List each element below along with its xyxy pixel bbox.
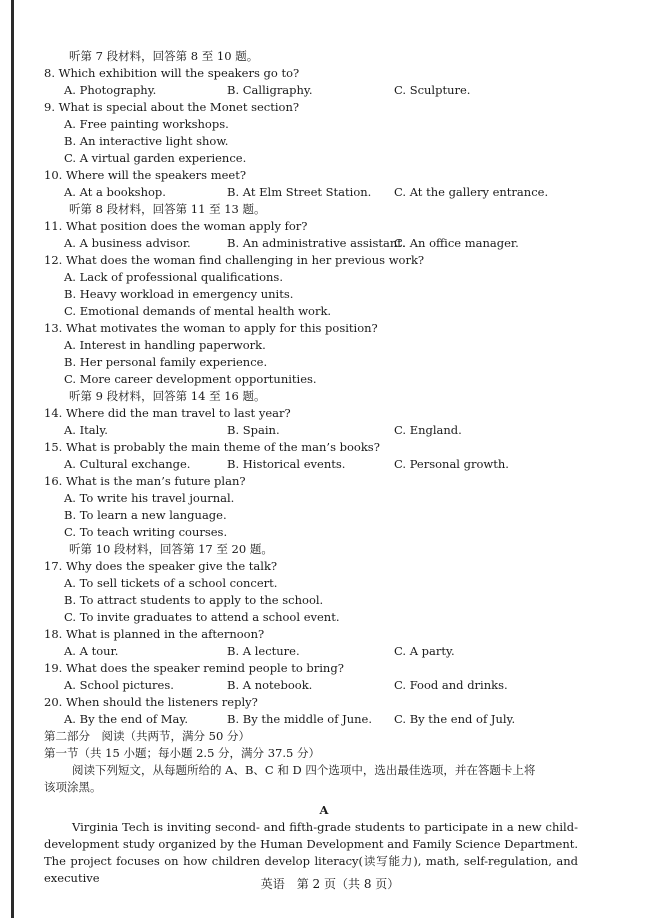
page-binding-edge <box>11 0 14 918</box>
question-text: 8. Which exhibition will the speakers go to? <box>44 66 300 80</box>
question-list <box>44 48 604 796</box>
section-instruction: 听第 7 段材料，回答第 8 至 10 题。 <box>69 49 259 63</box>
option-text: A. To write his travel journal. <box>64 491 235 505</box>
option-text: B. To learn a new language. <box>64 508 227 522</box>
question-text: 14. Where did the man travel to last year? <box>44 406 291 420</box>
option-a: A. A tour. <box>64 644 119 658</box>
option-c: C. An office manager. <box>394 236 519 250</box>
option-a: A. School pictures. <box>64 678 174 692</box>
option-b: B. By the middle of June. <box>227 712 373 726</box>
option-text: A. Interest in handling paperwork. <box>64 338 266 352</box>
option-text: A. Free painting workshops. <box>64 117 229 131</box>
question-text: 18. What is planned in the afternoon? <box>44 627 265 641</box>
exam-page <box>44 48 604 887</box>
option-text: A. Lack of professional qualifications. <box>64 270 283 284</box>
option-b: B. A notebook. <box>227 678 313 692</box>
question-text: 15. What is probably the main theme of the man’s books? <box>44 440 380 454</box>
question-text: 16. What is the man’s future plan? <box>44 474 246 488</box>
question-text: 17. Why does the speaker give the talk? <box>44 559 278 573</box>
section-instruction: 听第 10 段材料，回答第 17 至 20 题。 <box>69 542 273 556</box>
option-b: B. Historical events. <box>227 457 346 471</box>
option-a: A. Cultural exchange. <box>64 457 191 471</box>
option-c: C. At the gallery entrance. <box>394 185 549 199</box>
question-text: 10. Where will the speakers meet? <box>44 168 247 182</box>
question-text: 11. What position does the woman apply for? <box>44 219 308 233</box>
options-row <box>44 643 604 660</box>
part-heading: 第一节（共 15 小题；每小题 2.5 分，满分 37.5 分） <box>44 746 320 760</box>
section-instruction: 听第 9 段材料，回答第 14 至 16 题。 <box>69 389 266 403</box>
option-b: B. Spain. <box>227 423 280 437</box>
option-c: C. By the end of July. <box>394 712 516 726</box>
options-row <box>44 422 604 439</box>
options-row <box>44 711 604 728</box>
passage-title: A <box>319 803 329 817</box>
option-c: C. England. <box>394 423 462 437</box>
question-text: 20. When should the listeners reply? <box>44 695 258 709</box>
reading-instruction: 阅读下列短文，从每题所给的 A、B、C 和 D 四个选项中，选出最佳选项，并在答题卡上将 <box>72 763 536 777</box>
option-a: A. By the end of May. <box>64 712 189 726</box>
part-heading: 该项涂黑。 <box>44 780 102 794</box>
option-text: B. Her personal family experience. <box>64 355 268 369</box>
option-text: C. Emotional demands of mental health work. <box>64 304 332 318</box>
option-b: B. A lecture. <box>227 644 300 658</box>
option-b: B. Calligraphy. <box>227 83 313 97</box>
option-a: A. Italy. <box>64 423 108 437</box>
section-instruction: 听第 8 段材料，回答第 11 至 13 题。 <box>69 202 266 216</box>
option-text: C. A virtual garden experience. <box>64 151 247 165</box>
option-a: A. At a bookshop. <box>64 185 166 199</box>
passage-text: Virginia Tech is inviting second- and fifth-grade students to participate in a new child-development study organized by the Human Development and Family Science Department. The project focuses on how children develop literacy(读写能力), math, self-regulation, and executive <box>44 820 578 885</box>
options-row <box>44 677 604 694</box>
option-c: C. Sculpture. <box>394 83 471 97</box>
question-text: 19. What does the speaker remind people to bring? <box>44 661 344 675</box>
options-row <box>44 184 604 201</box>
option-text: C. More career development opportunities. <box>64 372 317 386</box>
page-footer: 英语 第 2 页（共 8 页） <box>260 877 400 891</box>
option-c: C. A party. <box>394 644 455 658</box>
option-text: B. To attract students to apply to the school. <box>64 593 324 607</box>
option-b: B. At Elm Street Station. <box>227 185 372 199</box>
option-b: B. An administrative assistant. <box>227 236 406 250</box>
part-heading: 第二部分 阅读（共两节，满分 50 分） <box>44 729 250 743</box>
option-text: B. Heavy workload in emergency units. <box>64 287 294 301</box>
option-text: C. To invite graduates to attend a school event. <box>64 610 340 624</box>
option-a: A. Photography. <box>64 83 157 97</box>
option-text: C. To teach writing courses. <box>64 525 228 539</box>
question-text: 12. What does the woman find challenging in her previous work? <box>44 253 425 267</box>
option-a: A. A business advisor. <box>64 236 191 250</box>
options-row <box>44 456 604 473</box>
options-row <box>44 235 604 252</box>
option-c: C. Food and drinks. <box>394 678 508 692</box>
option-text: A. To sell tickets of a school concert. <box>64 576 278 590</box>
question-text: 9. What is special about the Monet section? <box>44 100 300 114</box>
options-row <box>44 82 604 99</box>
question-text: 13. What motivates the woman to apply for this position? <box>44 321 378 335</box>
option-text: B. An interactive light show. <box>64 134 229 148</box>
option-c: C. Personal growth. <box>394 457 509 471</box>
